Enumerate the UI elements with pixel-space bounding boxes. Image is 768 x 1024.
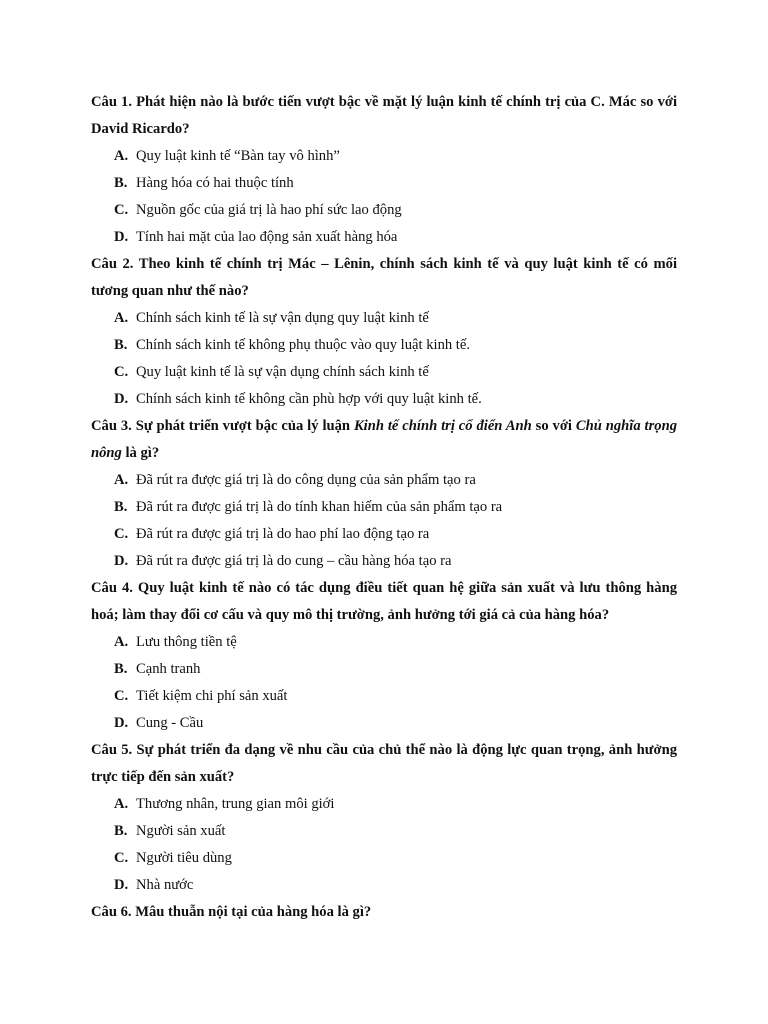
answer-options [91,791,677,899]
question-6 [91,899,677,926]
option-letter: A. [114,796,129,812]
option-text: Cạnh tranh [136,661,201,677]
answer-option-a [91,791,677,818]
option-text: Đã rút ra được giá trị là do tính khan hiếm của sản phẩm tạo ra [136,499,503,515]
question-3 [91,413,677,575]
question-stem [91,899,677,926]
question-stem [91,89,677,143]
option-letter: D. [114,229,129,245]
answer-option-d [91,710,677,737]
answer-option-a [91,467,677,494]
question-2 [91,251,677,413]
answer-option-a [91,143,677,170]
option-letter: A. [114,634,129,650]
option-letter: B. [114,661,128,677]
answer-option-c [91,197,677,224]
option-text: Người tiêu dùng [136,850,232,866]
option-text: Người sản xuất [136,823,226,839]
question-5 [91,737,677,899]
answer-option-d [91,386,677,413]
stem-text: Câu 6. Mâu thuẫn nội tại của hàng hóa là gì? [91,904,372,920]
question-stem [91,251,677,305]
option-text: Cung - Cầu [136,715,204,731]
question-list [91,89,677,926]
answer-option-c [91,683,677,710]
option-text: Chính sách kinh tế là sự vận dụng quy luật kinh tế [136,310,429,326]
option-text: Nhà nước [136,877,194,893]
answer-options [91,629,677,737]
answer-options [91,305,677,413]
stem-text: Câu 1. Phát hiện nào là bước tiến vượt bậc về mặt lý luận kinh tế chính trị của C. Mác so với David Ricardo? [91,94,677,137]
answer-option-c [91,359,677,386]
stem-text: Câu 3. Sự phát triển vượt bậc của lý luận [91,418,354,434]
option-text: Chính sách kinh tế không cần phù hợp với quy luật kinh tế. [136,391,482,407]
option-text: Tính hai mặt của lao động sản xuất hàng hóa [136,229,398,245]
option-text: Hàng hóa có hai thuộc tính [136,175,294,191]
option-letter: D. [114,391,129,407]
option-letter: A. [114,148,129,164]
answer-option-d [91,872,677,899]
option-letter: A. [114,472,129,488]
answer-option-b [91,818,677,845]
option-letter: C. [114,850,129,866]
option-text: Đã rút ra được giá trị là do cung – cầu hàng hóa tạo ra [136,553,452,569]
answer-option-d [91,548,677,575]
option-letter: C. [114,202,129,218]
option-letter: D. [114,715,129,731]
option-letter: C. [114,688,129,704]
stem-italic-text: Kinh tế chính trị cổ điển Anh [353,418,532,434]
option-letter: C. [114,526,129,542]
answer-option-a [91,629,677,656]
answer-option-c [91,521,677,548]
option-letter: B. [114,337,128,353]
answer-option-b [91,656,677,683]
stem-text: Câu 2. Theo kinh tế chính trị Mác – Lênin, chính sách kinh tế và quy luật kinh tế có mối tương quan như thế nào? [91,256,677,299]
answer-option-c [91,845,677,872]
option-text: Lưu thông tiền tệ [136,634,237,650]
question-4 [91,575,677,737]
answer-options [91,467,677,575]
option-text: Đã rút ra được giá trị là do công dụng của sản phẩm tạo ra [136,472,476,488]
option-letter: B. [114,823,128,839]
answer-option-b [91,494,677,521]
stem-text: Câu 5. Sự phát triển đa dạng về nhu cầu của chủ thể nào là động lực quan trọng, ảnh hưởng trực tiếp đến sản xuất? [91,742,677,785]
option-text: Đã rút ra được giá trị là do hao phí lao động tạo ra [136,526,430,542]
option-letter: B. [114,499,128,515]
question-stem [91,413,677,467]
option-letter: D. [114,553,129,569]
option-text: Tiết kiệm chi phí sản xuất [136,688,288,704]
answer-options [91,143,677,251]
stem-text: là gì? [121,445,160,461]
answer-option-d [91,224,677,251]
stem-italic-text: Chủ nghĩa trọng nông [91,418,677,461]
option-letter: B. [114,175,128,191]
question-stem [91,737,677,791]
option-text: Nguồn gốc của giá trị là hao phí sức lao động [136,202,402,218]
option-text: Chính sách kinh tế không phụ thuộc vào quy luật kinh tế. [136,337,470,353]
option-letter: D. [114,877,129,893]
option-text: Quy luật kinh tế là sự vận dụng chính sách kinh tế [136,364,429,380]
answer-option-b [91,332,677,359]
option-text: Thương nhân, trung gian môi giới [136,796,335,812]
answer-option-b [91,170,677,197]
question-1 [91,89,677,251]
question-stem [91,575,677,629]
stem-text: Câu 4. Quy luật kinh tế nào có tác dụng điều tiết quan hệ giữa sản xuất và lưu thông hàng hoá; làm thay đổi cơ cấu và quy mô thị trường, ảnh hưởng tới giá cả của hàng hóa? [91,580,677,623]
answer-option-a [91,305,677,332]
option-text: Quy luật kinh tế “Bàn tay vô hình” [136,148,340,164]
option-letter: A. [114,310,129,326]
option-letter: C. [114,364,129,380]
stem-text: so với [531,418,576,434]
